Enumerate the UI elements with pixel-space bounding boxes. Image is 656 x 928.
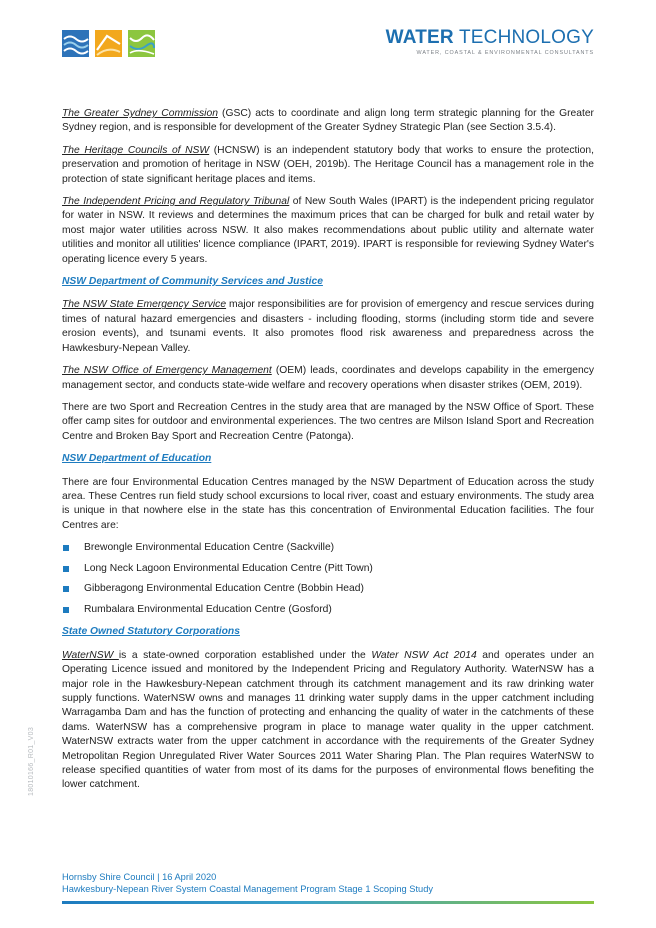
section-heading-state-owned: State Owned Statutory Corporations: [62, 626, 240, 638]
paragraph-ses: The NSW State Emergency Service major responsibilities are for provision of emergency and rescue services during times of natural hazard emergencies and disasters - including flooding, storms (including storm tide and severe erosion events), and tsunami events. It also promotes flood risk awareness and preparedness across the Hawkesbury-Nepean Valley.: [62, 299, 594, 354]
paragraph-hcnsw: The Heritage Councils of NSW (HCNSW) is an independent statutory body that works to ensure the protection, preservation and promotion of heritage in NSW (OEH, 2019b). The Heritage Council has a management role in the protection of state significant heritage places and items.: [62, 144, 594, 185]
list-item: Brewongle Environmental Education Centre (Sackville): [62, 541, 594, 555]
paragraph-ipart: The Independent Pricing and Regulatory Tribunal of New South Wales (IPART) is the independent pricing regulator for water in NSW. It reviews and determines the maximum prices that can be charged for bulk and retail water by most major water utilities across NSW. It also makes recommendations about public utility and alternate water utilities and monitor all utilities' licence compliance (IPART, 2019). IPART is responsible for reviewing Sydney Water's operating licence every 5 years.: [62, 196, 594, 265]
brand-wordmark: [386, 28, 594, 56]
list-item: Rumbalara Environmental Education Centre (Gosford): [62, 603, 594, 617]
section-heading-education: NSW Department of Education: [62, 453, 212, 465]
paragraph-waternsw: WaterNSW is a state-owned corporation established under the Water NSW Act 2014 and operates under an Operating Licence issued and monitored by the Independent Pricing and Regulatory Authority. WaterNSW has a major role in the Hawkesbury-Nepean catchment through its catchment management and its raw drinking water supply functions. WaterNSW owns and manages 11 drinking water supply dams in the upper catchment including Warragamba Dam and has the function of protecting and enhancing the quality of water in the catchments of these dams. WaterNSW has a comprehensive program in place to manage water quality in the upper catchment. WaterNSW extracts water from the upper catchment in accordance with the requirements of the Greater Sydney Metropolitan Region Unregulated River Water Sources 2011 Water Sharing Plan. The Plan requires WaterNSW to release specified quantities of water from most of its dams for the purposes of environmental flows benefiting the lower catchment.: [62, 649, 594, 791]
list-item: Gibberagong Environmental Education Centre (Bobbin Head): [62, 582, 594, 596]
company-logo-graphic: [62, 30, 156, 57]
brand-title: WATER TECHNOLOGY: [385, 27, 594, 48]
footer-client-date: Hornsby Shire Council | 16 April 2020: [62, 872, 217, 882]
act-name: Water NSW Act 2014: [371, 649, 477, 661]
list-item: Long Neck Lagoon Environmental Education Centre (Pitt Town): [62, 562, 594, 576]
paragraph-oem: The NSW Office of Emergency Management (OEM) leads, coordinates and develops capability in the emergency management sector, and conducts state-wide welfare and recovery operations when disaster strikes (OEM, 2019).: [62, 365, 594, 391]
org-name: The Independent Pricing and Regulatory Tribunal: [62, 196, 290, 208]
footer-divider: [62, 901, 594, 904]
footer-project-title: Hawkesbury-Nepean River System Coastal Management Program Stage 1 Scoping Study: [62, 884, 434, 894]
org-name: The NSW State Emergency Service: [62, 299, 227, 311]
paragraph-sport: There are two Sport and Recreation Centres in the study area that are managed by the NSW Office of Sport. These offer camp sites for outdoor and environmental experiences. The two centres are Milson Island Sport and Recreation Centre and Broken Bay Sport and Recreation Centre (Patonga).: [62, 401, 594, 442]
document-body: [62, 107, 594, 801]
document-code: 18010166_R01_V03: [28, 726, 35, 796]
org-name: The Greater Sydney Commission: [62, 108, 218, 119]
education-centres-list: [62, 541, 594, 617]
section-heading-community: NSW Department of Community Services and Justice: [62, 276, 323, 288]
brand-subtitle: WATER, COASTAL & ENVIRONMENTAL CONSULTANTS: [416, 50, 594, 56]
page-footer: [62, 871, 594, 895]
paragraph-education-intro: There are four Environmental Education Centres managed by the NSW Department of Education across the study area. These Centres run field study school excursions to local river, coast and estuary environments. The study area is unique in that nowhere else in the state has this concentration of Environmental Education facilities. The four Centres are:: [62, 476, 594, 531]
org-name: The NSW Office of Emergency Management: [62, 365, 272, 377]
org-name: WaterNSW: [62, 649, 119, 661]
paragraph-gsc: The Greater Sydney Commission (GSC) acts to coordinate and align long term strategic planning for the Greater Sydney region, and is responsible for development of the Greater Sydney Strategic Plan (see Section 3.5.4).: [62, 108, 594, 134]
org-name: The Heritage Councils of NSW: [62, 144, 210, 156]
